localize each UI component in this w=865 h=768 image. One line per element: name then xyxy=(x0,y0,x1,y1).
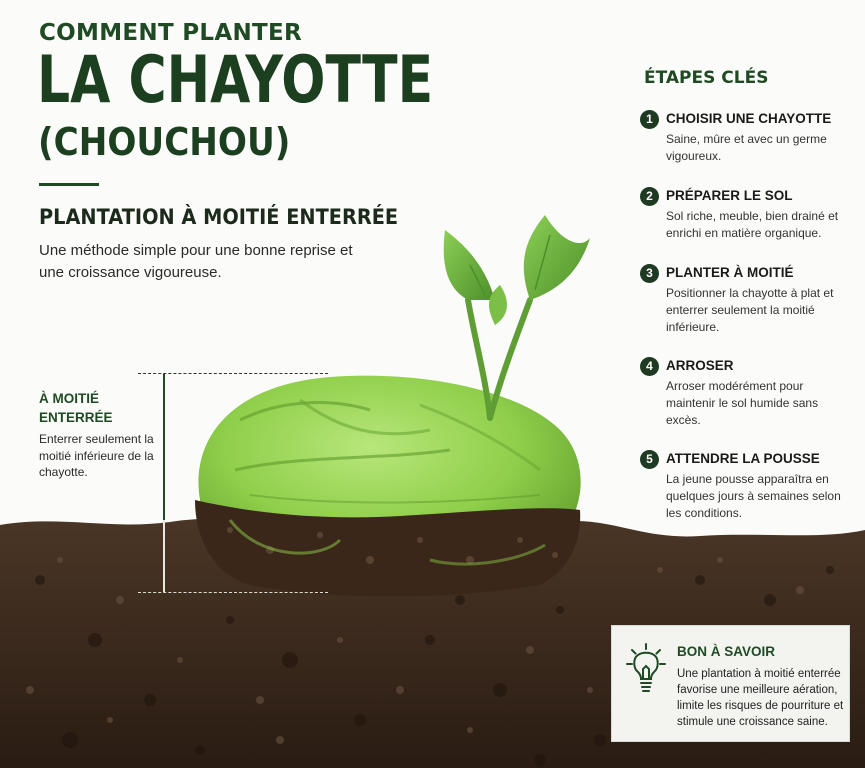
annotation-top-dash xyxy=(138,373,328,374)
step-number-badge: 1 xyxy=(640,110,659,129)
lightbulb-icon xyxy=(626,642,666,694)
eyebrow-heading: COMMENT PLANTER xyxy=(39,20,303,46)
tip-title: BON À SAVOIR xyxy=(677,644,776,659)
section-subtitle: PLANTATION À MOITIÉ ENTERRÉE xyxy=(39,205,399,229)
page-title-sub: (CHOUCHOU) xyxy=(38,120,291,164)
annotation-title: À MOITIÉ ENTERRÉE xyxy=(39,391,113,425)
step-title: CHOISIR UNE CHAYOTTE xyxy=(666,111,832,126)
annotation-text: Enterrer seulement la moitié inférieure de la chayotte. xyxy=(39,432,154,479)
steps-heading: ÉTAPES CLÉS xyxy=(644,68,769,88)
intro-description: Une méthode simple pour une bonne reprise et une croissance vigoureuse. xyxy=(39,242,353,281)
step-title: PLANTER À MOITIÉ xyxy=(666,265,794,280)
step-title: ATTENDRE LA POUSSE xyxy=(666,451,820,466)
annotation-bottom-dash xyxy=(138,592,328,593)
step-number-badge: 2 xyxy=(640,187,659,206)
page-title: LA CHAYOTTE xyxy=(37,43,434,118)
step-text: Saine, mûre et avec un germe vigoureux. xyxy=(666,132,827,163)
tip-box xyxy=(611,625,850,742)
step-number-badge: 5 xyxy=(640,450,659,469)
step-number-badge: 3 xyxy=(640,264,659,283)
title-divider xyxy=(39,183,99,186)
step-text: Sol riche, meuble, bien drainé et enrichi en matière organique. xyxy=(666,209,839,240)
step-number-badge: 4 xyxy=(640,357,659,376)
step-text: Arroser modérément pour maintenir le sol humide sans excès. xyxy=(666,379,819,427)
step-title: ARROSER xyxy=(666,358,734,373)
step-title: PRÉPARER LE SOL xyxy=(666,188,793,203)
step-text: Positionner la chayotte à plat et enterrer seulement la moitié inférieure. xyxy=(666,286,834,334)
annotation-measure-line-lower xyxy=(163,520,165,592)
tip-text: Une plantation à moitié enterrée favorise une meilleure aération, limite les risques de pourriture et stimule une croissance saine. xyxy=(677,668,844,728)
step-text: La jeune pousse apparaîtra en quelques jours à semaines selon les conditions. xyxy=(666,472,841,520)
